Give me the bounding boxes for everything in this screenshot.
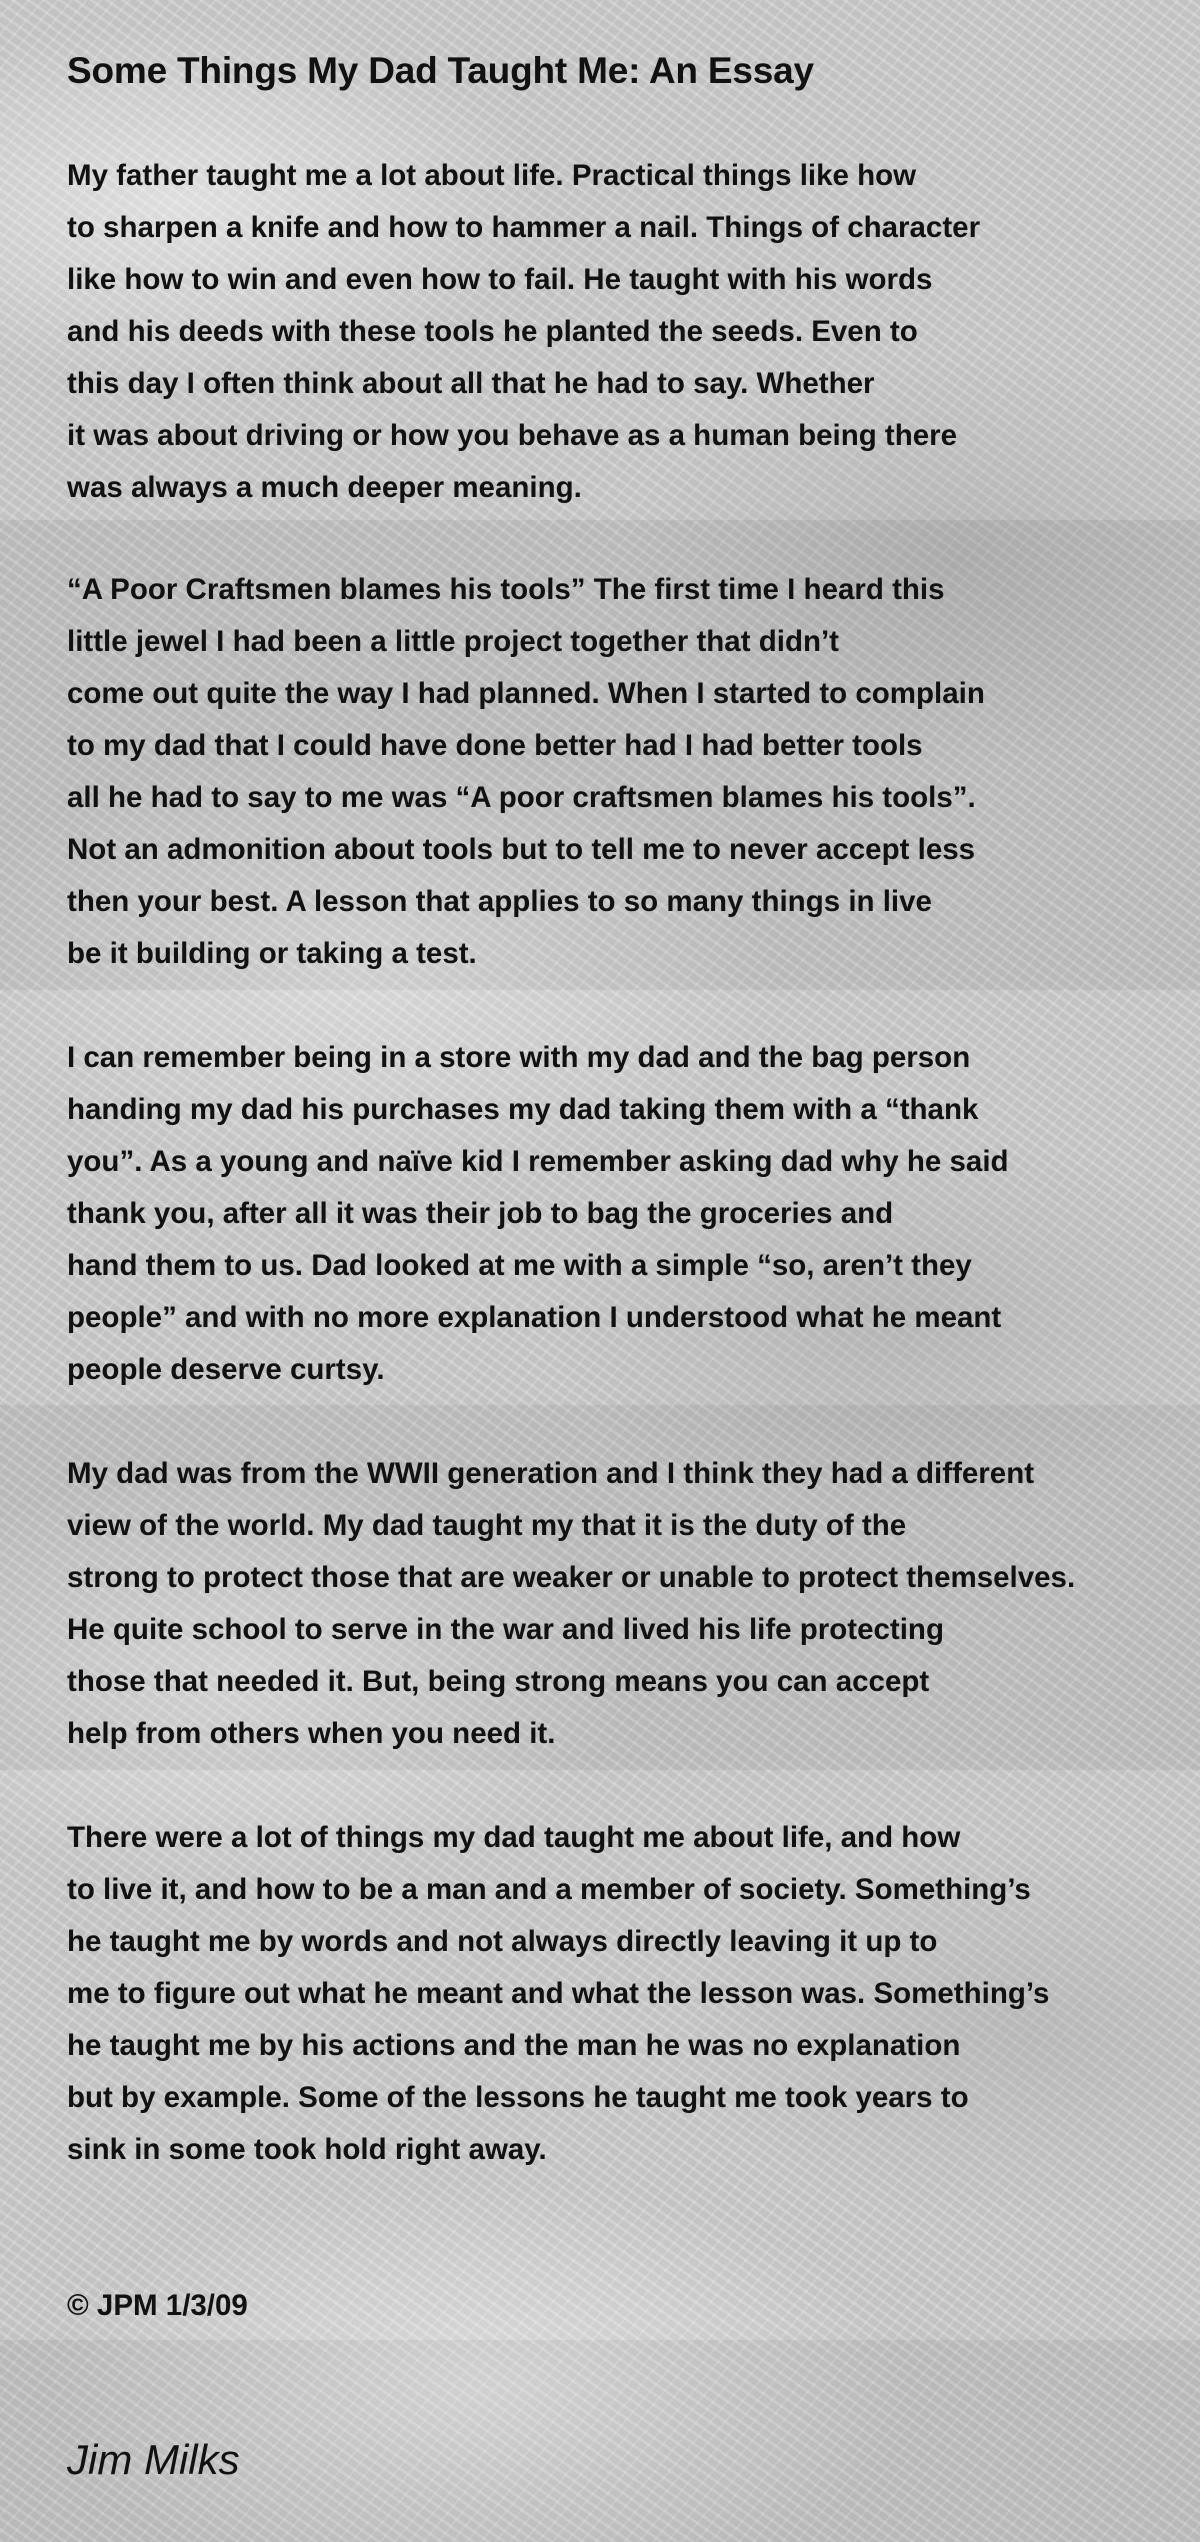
- poem-title: Some Things My Dad Taught Me: An Essay: [67, 50, 814, 91]
- text-line: it was about driving or how you behave as a human being there: [67, 419, 958, 452]
- text-line: come out quite the way I had planned. When I started to complain: [67, 677, 985, 710]
- copyright-notice: © JPM 1/3/09: [67, 2289, 248, 2322]
- paragraph-2: [67, 564, 1187, 980]
- author-name: Jim Milks: [67, 2436, 240, 2483]
- text-line: was always a much deeper meaning.: [67, 471, 582, 504]
- paragraph-5: [67, 1812, 1187, 2176]
- text-line: “A Poor Craftsmen blames his tools” The first time I heard this: [67, 573, 945, 606]
- text-line: to live it, and how to be a man and a member of society. Something’s: [67, 1873, 1031, 1906]
- paragraph-1: [67, 150, 1187, 514]
- paragraph-4: [67, 1448, 1187, 1760]
- text-line: and his deeds with these tools he planted the seeds. Even to: [67, 315, 918, 348]
- paragraph-3: [67, 1032, 1187, 1396]
- text-line: My dad was from the WWII generation and I think they had a different: [67, 1457, 1035, 1490]
- text-line: little jewel I had been a little project together that didn’t: [67, 625, 839, 658]
- text-line: to sharpen a knife and how to hammer a nail. Things of character: [67, 211, 981, 244]
- text-line: strong to protect those that are weaker or unable to protect themselves.: [67, 1561, 1076, 1594]
- text-line: help from others when you need it.: [67, 1717, 556, 1750]
- text-line: view of the world. My dad taught my that it is the duty of the: [67, 1509, 907, 1542]
- text-line: to my dad that I could have done better had I had better tools: [67, 729, 923, 762]
- text-line: people” and with no more explanation I understood what he meant: [67, 1301, 1002, 1334]
- text-line: this day I often think about all that he had to say. Whether: [67, 367, 875, 400]
- text-line: you”. As a young and naïve kid I remember asking dad why he said: [67, 1145, 1009, 1178]
- text-line: but by example. Some of the lessons he taught me took years to: [67, 2081, 969, 2114]
- text-line: those that needed it. But, being strong means you can accept: [67, 1665, 930, 1698]
- text-line: he taught me by words and not always directly leaving it up to: [67, 1925, 938, 1958]
- text-line: be it building or taking a test.: [67, 937, 477, 970]
- text-line: then your best. A lesson that applies to so many things in live: [67, 885, 932, 918]
- text-line: all he had to say to me was “A poor craftsmen blames his tools”.: [67, 781, 976, 814]
- text-line: I can remember being in a store with my dad and the bag person: [67, 1041, 971, 1074]
- text-line: people deserve curtsy.: [67, 1353, 385, 1386]
- text-line: Not an admonition about tools but to tell me to never accept less: [67, 833, 976, 866]
- text-line: There were a lot of things my dad taught me about life, and how: [67, 1821, 961, 1854]
- text-line: handing my dad his purchases my dad taking them with a “thank: [67, 1093, 979, 1126]
- text-line: My father taught me a lot about life. Practical things like how: [67, 159, 917, 192]
- text-line: hand them to us. Dad looked at me with a simple “so, aren’t they: [67, 1249, 972, 1282]
- text-line: thank you, after all it was their job to bag the groceries and: [67, 1197, 894, 1230]
- text-line: like how to win and even how to fail. He taught with his words: [67, 263, 933, 296]
- text-line: he taught me by his actions and the man he was no explanation: [67, 2029, 961, 2062]
- text-line: sink in some took hold right away.: [67, 2133, 547, 2166]
- text-line: He quite school to serve in the war and lived his life protecting: [67, 1613, 944, 1646]
- text-line: me to figure out what he meant and what the lesson was. Something’s: [67, 1977, 1050, 2010]
